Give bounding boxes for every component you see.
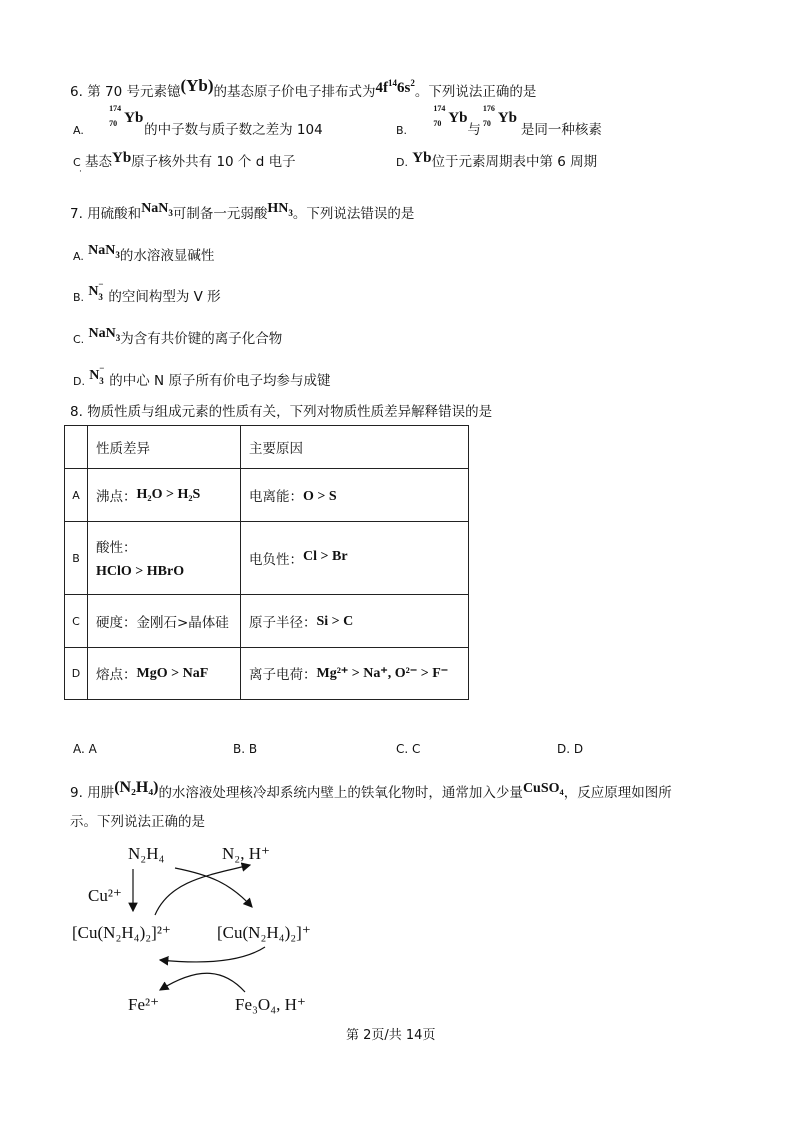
arc-lower-2 <box>160 973 245 992</box>
q7-option-c: C. NaN$_3$为含有共价键的离子化合物 <box>73 326 283 347</box>
q8-option-d: D. D <box>557 742 584 756</box>
q7-option-d: D. N − 3 的中心 N 原子所有价电子均参与成键 <box>73 363 331 389</box>
q8-stem: 8. 物质性质与组成元素的性质有关，下列对物质性质差异解释错误的是 <box>70 404 493 420</box>
table-row: B 酸性： HClO > HBrO 电负性：Cl > Br <box>65 522 469 595</box>
q9-stem-line1: 9. 用肼(N₂H₄)的水溶液处理核冷却系统内壁上的铁氧化物时，通常加入少量CuSO₄，反应原理如图所 <box>70 779 672 801</box>
arc-lower-1 <box>160 947 265 962</box>
table-header-property: 性质差异 <box>88 426 241 469</box>
q8-option-c: C. C <box>396 742 421 756</box>
page-footer: 第 2页/共 14页 <box>346 1028 436 1043</box>
q8-table <box>64 425 469 700</box>
reaction-diagram <box>60 835 360 1025</box>
arc-upper-1 <box>155 865 250 915</box>
table-header-reason: 主要原因 <box>241 426 469 469</box>
q6-stem: 6. 第 70 号元素镱(Yb)的基态原子价电子排布式为$4f^{14}6s^2$。下列说法正确的是 <box>70 76 537 100</box>
electron-config: $4f^{14}6s^2$ <box>375 78 415 96</box>
table-row: D 熔点：MgO > NaF 离子电荷：Mg²⁺ > Na⁺, O²⁻ > F⁻ <box>65 648 469 700</box>
table-header-row <box>65 426 469 469</box>
q6-option-b: B. 174 70 Yb 与 176 70 Yb 是同一种核素 <box>396 104 602 138</box>
q6-option-c: C 基态Yb原子核外共有 10 个 d 电子 <box>73 150 296 170</box>
q7-option-a: A. NaN$_3$的水溶液显碱性 <box>73 243 215 264</box>
q8-option-b: B. B <box>233 742 258 756</box>
stray-dot: · <box>79 167 82 177</box>
table-row: A 沸点：H₂O > H₂S 电离能：O > S <box>65 469 469 522</box>
q7-option-b: B. N − 3 的空间构型为 V 形 <box>73 279 221 305</box>
table-row: C 硬度：金刚石>晶体硅 原子半径：Si > C <box>65 595 469 648</box>
diagram-complex-1plus: [Cu(N₂H₄)₂]⁺ <box>217 923 311 942</box>
diagram-n2-h: N₂, H⁺ <box>222 844 270 863</box>
q7-stem: 7. 用硫酸和NaN$_3$可制备一元弱酸$HN_3$。下列说法错误的是 <box>70 201 415 222</box>
q6-option-a: A. 174 70 Yb 的中子数与质子数之差为 104 <box>73 104 323 138</box>
diagram-fe2: Fe²⁺ <box>128 995 160 1014</box>
q6-option-d: D. Yb位于元素周期表中第 6 周期 <box>396 150 598 170</box>
yb-symbol: (Yb) <box>180 76 214 95</box>
q8-option-a: A. A <box>73 742 97 756</box>
diagram-n2h4: N₂H₄ <box>128 844 165 863</box>
diagram-fe3o4-h: Fe₃O₄, H⁺ <box>235 995 306 1014</box>
q9-stem-line2: 示。下列说法正确的是 <box>70 814 205 830</box>
diagram-cu2: Cu²⁺ <box>88 886 122 905</box>
diagram-complex-2plus: [Cu(N₂H₄)₂]²⁺ <box>72 923 171 942</box>
